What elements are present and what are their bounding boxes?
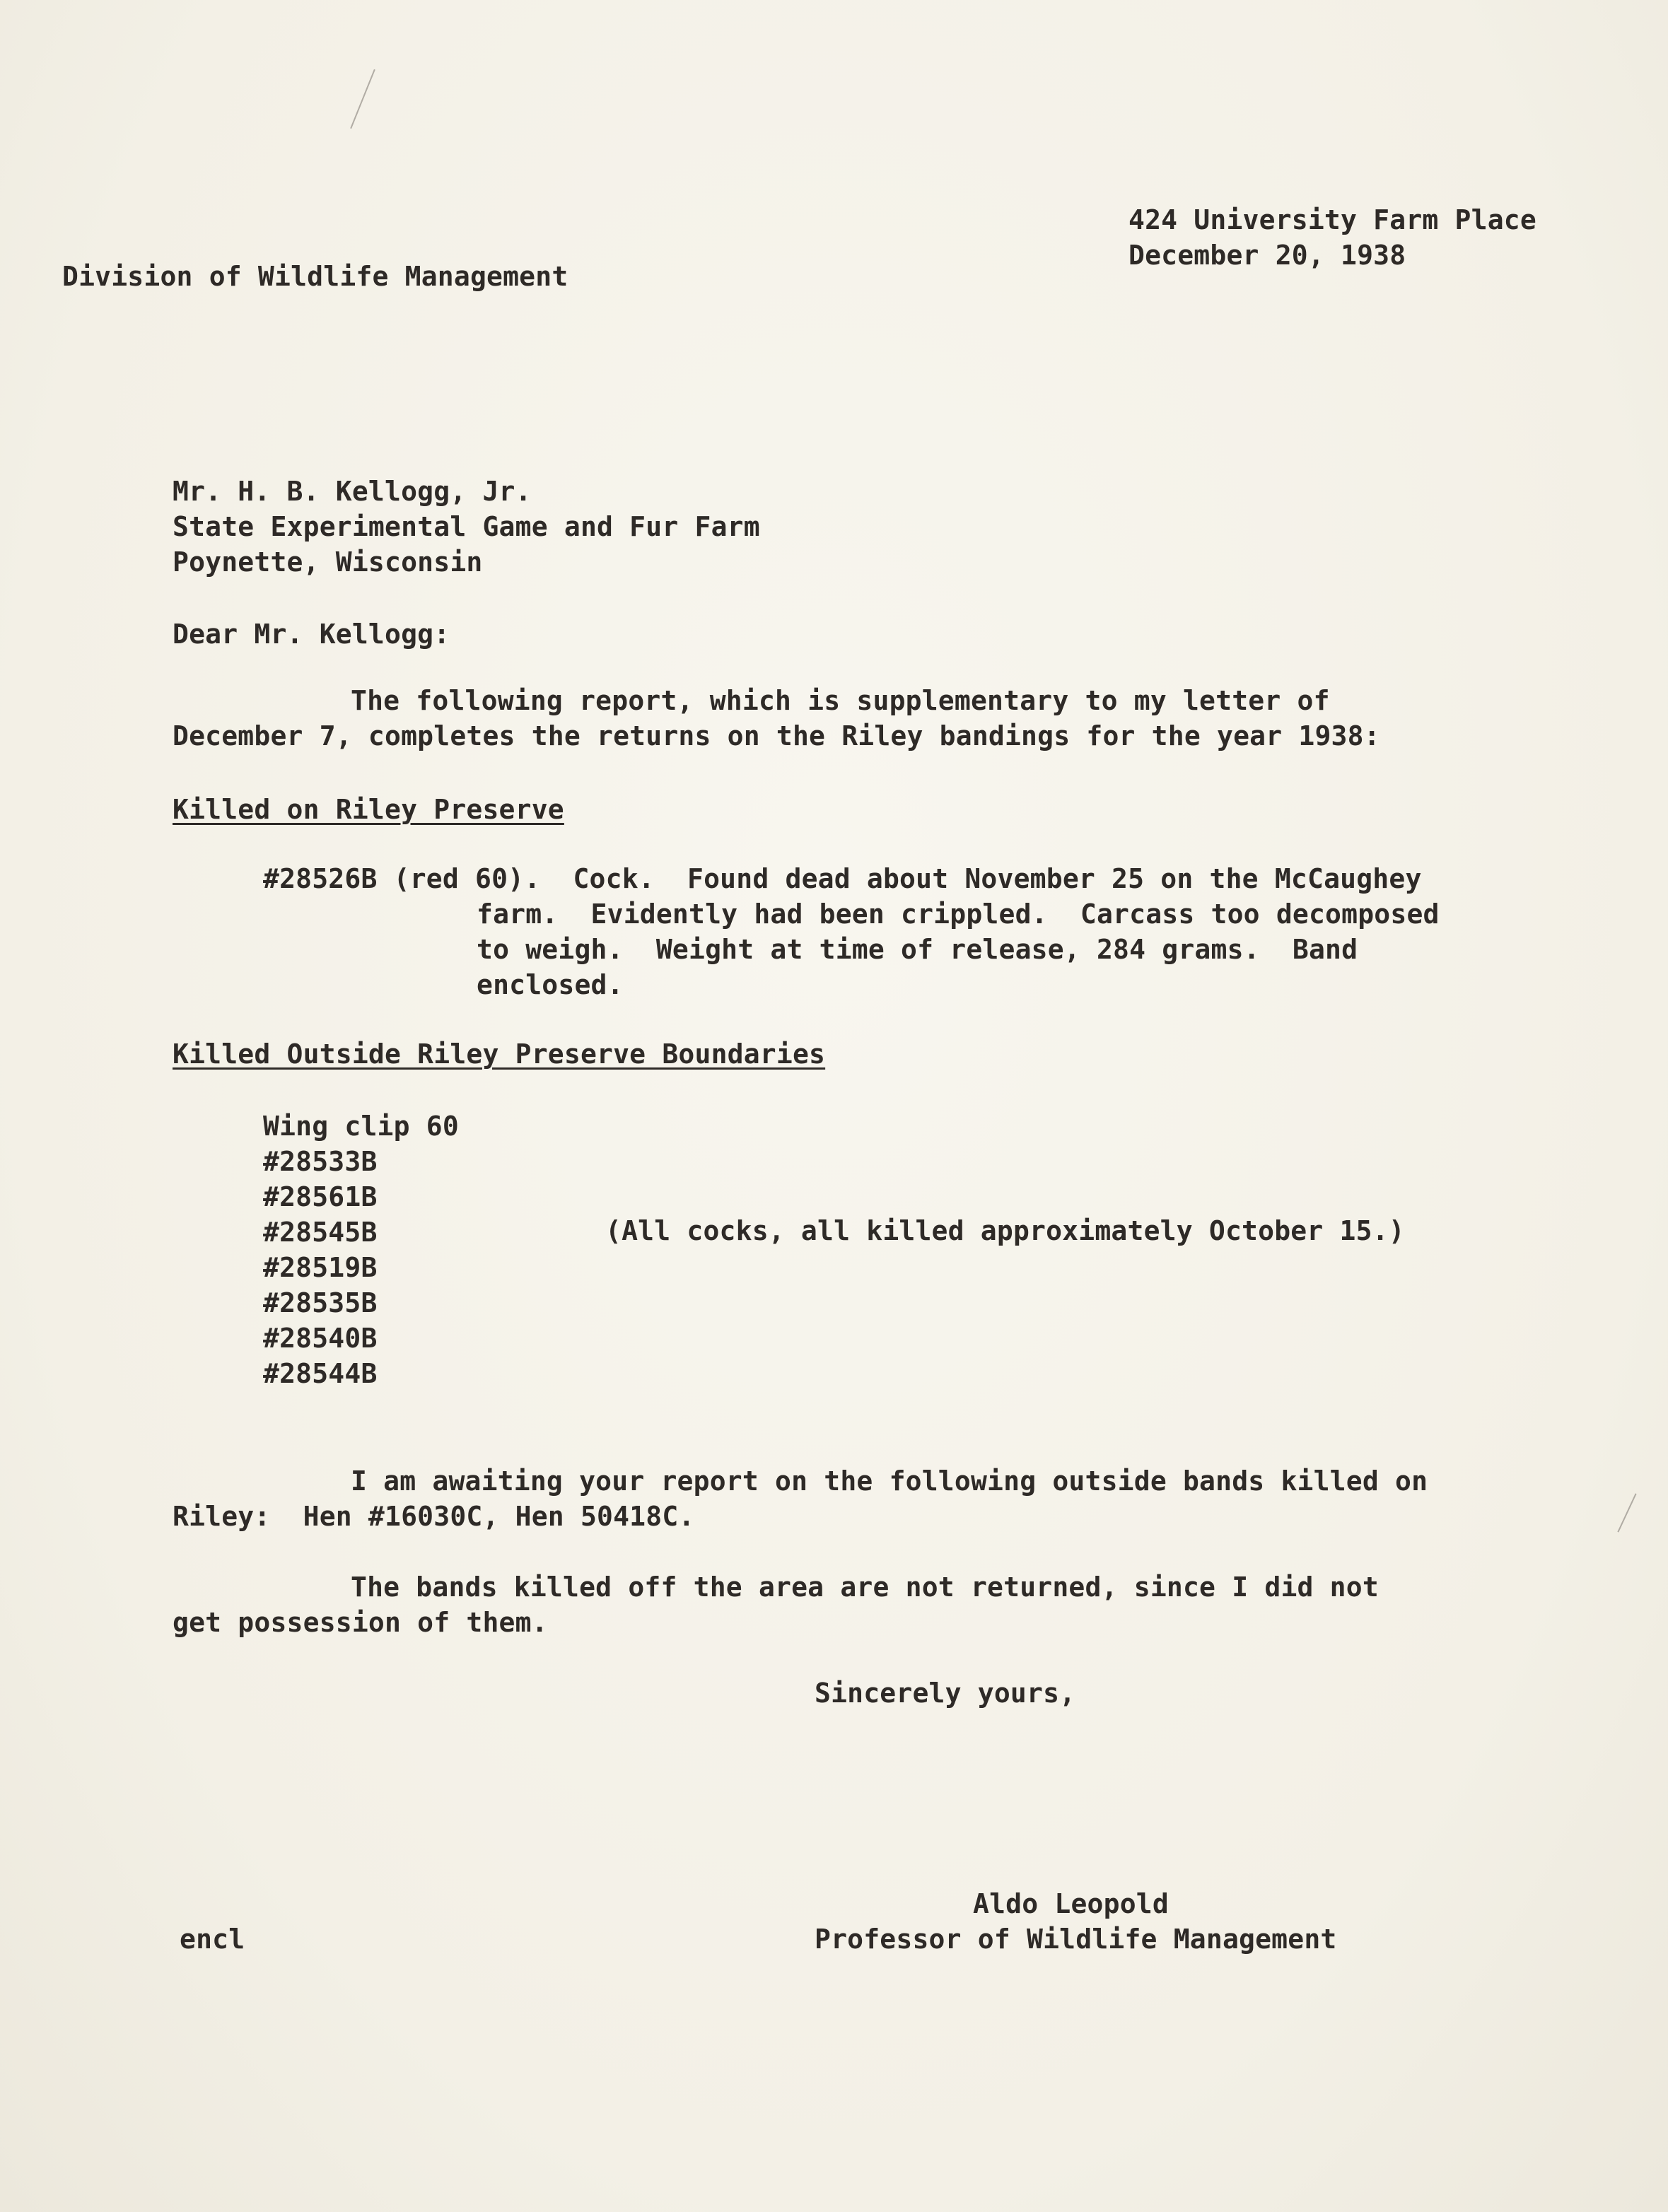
band-entry-line-1: #28526B (red 60). Cock. Found dead about November 25 on the McCaughey — [263, 863, 1422, 894]
intro-line-1: The following report, which is supplementary to my letter of — [351, 685, 1330, 716]
signer-name: Aldo Leopold — [973, 1888, 1169, 1919]
recipient-name: Mr. H. B. Kellogg, Jr. — [173, 476, 532, 507]
recipient-location: Poynette, Wisconsin — [173, 546, 483, 578]
band-list-item: Wing clip 60 — [263, 1111, 459, 1142]
band-entry-line-4: enclosed. — [477, 969, 624, 1000]
bands-note-line-2: get possession of them. — [173, 1607, 548, 1638]
pencil-mark — [1617, 1493, 1636, 1532]
band-list-note: (All cocks, all killed approximately October 15.) — [605, 1215, 1405, 1246]
band-list-item: #28535B — [263, 1287, 378, 1318]
intro-line-2: December 7, completes the returns on the Riley bandings for the year 1938: — [173, 720, 1380, 751]
signer-title: Professor of Wildlife Management — [815, 1924, 1337, 1955]
band-list-item: #28540B — [263, 1323, 378, 1354]
band-entry-line-3: to weigh. Weight at time of release, 284 grams. Band — [477, 934, 1358, 965]
department-name: Division of Wildlife Management — [62, 261, 568, 292]
return-address: 424 University Farm Place — [1128, 204, 1536, 235]
band-list-item: #28561B — [263, 1181, 378, 1212]
section-heading-killed-on-riley: Killed on Riley Preserve — [173, 794, 564, 825]
awaiting-line-1: I am awaiting your report on the following outside bands killed on — [351, 1465, 1428, 1497]
band-list-item: #28545B — [263, 1217, 378, 1248]
salutation: Dear Mr. Kellogg: — [173, 619, 450, 650]
closing: Sincerely yours, — [815, 1678, 1076, 1709]
band-list-item: #28519B — [263, 1252, 378, 1283]
band-list-item: #28533B — [263, 1146, 378, 1177]
letter-date: December 20, 1938 — [1128, 240, 1406, 271]
band-list-item: #28544B — [263, 1358, 378, 1389]
pencil-mark — [350, 69, 375, 129]
awaiting-line-2: Riley: Hen #16030C, Hen 50418C. — [173, 1501, 695, 1532]
section-heading-killed-outside: Killed Outside Riley Preserve Boundaries — [173, 1038, 826, 1070]
enclosure-note: encl — [180, 1924, 245, 1955]
bands-note-line-1: The bands killed off the area are not returned, since I did not — [351, 1572, 1379, 1603]
band-entry-line-2: farm. Evidently had been crippled. Carcass too decomposed — [477, 899, 1440, 930]
recipient-organization: State Experimental Game and Fur Farm — [173, 511, 760, 542]
